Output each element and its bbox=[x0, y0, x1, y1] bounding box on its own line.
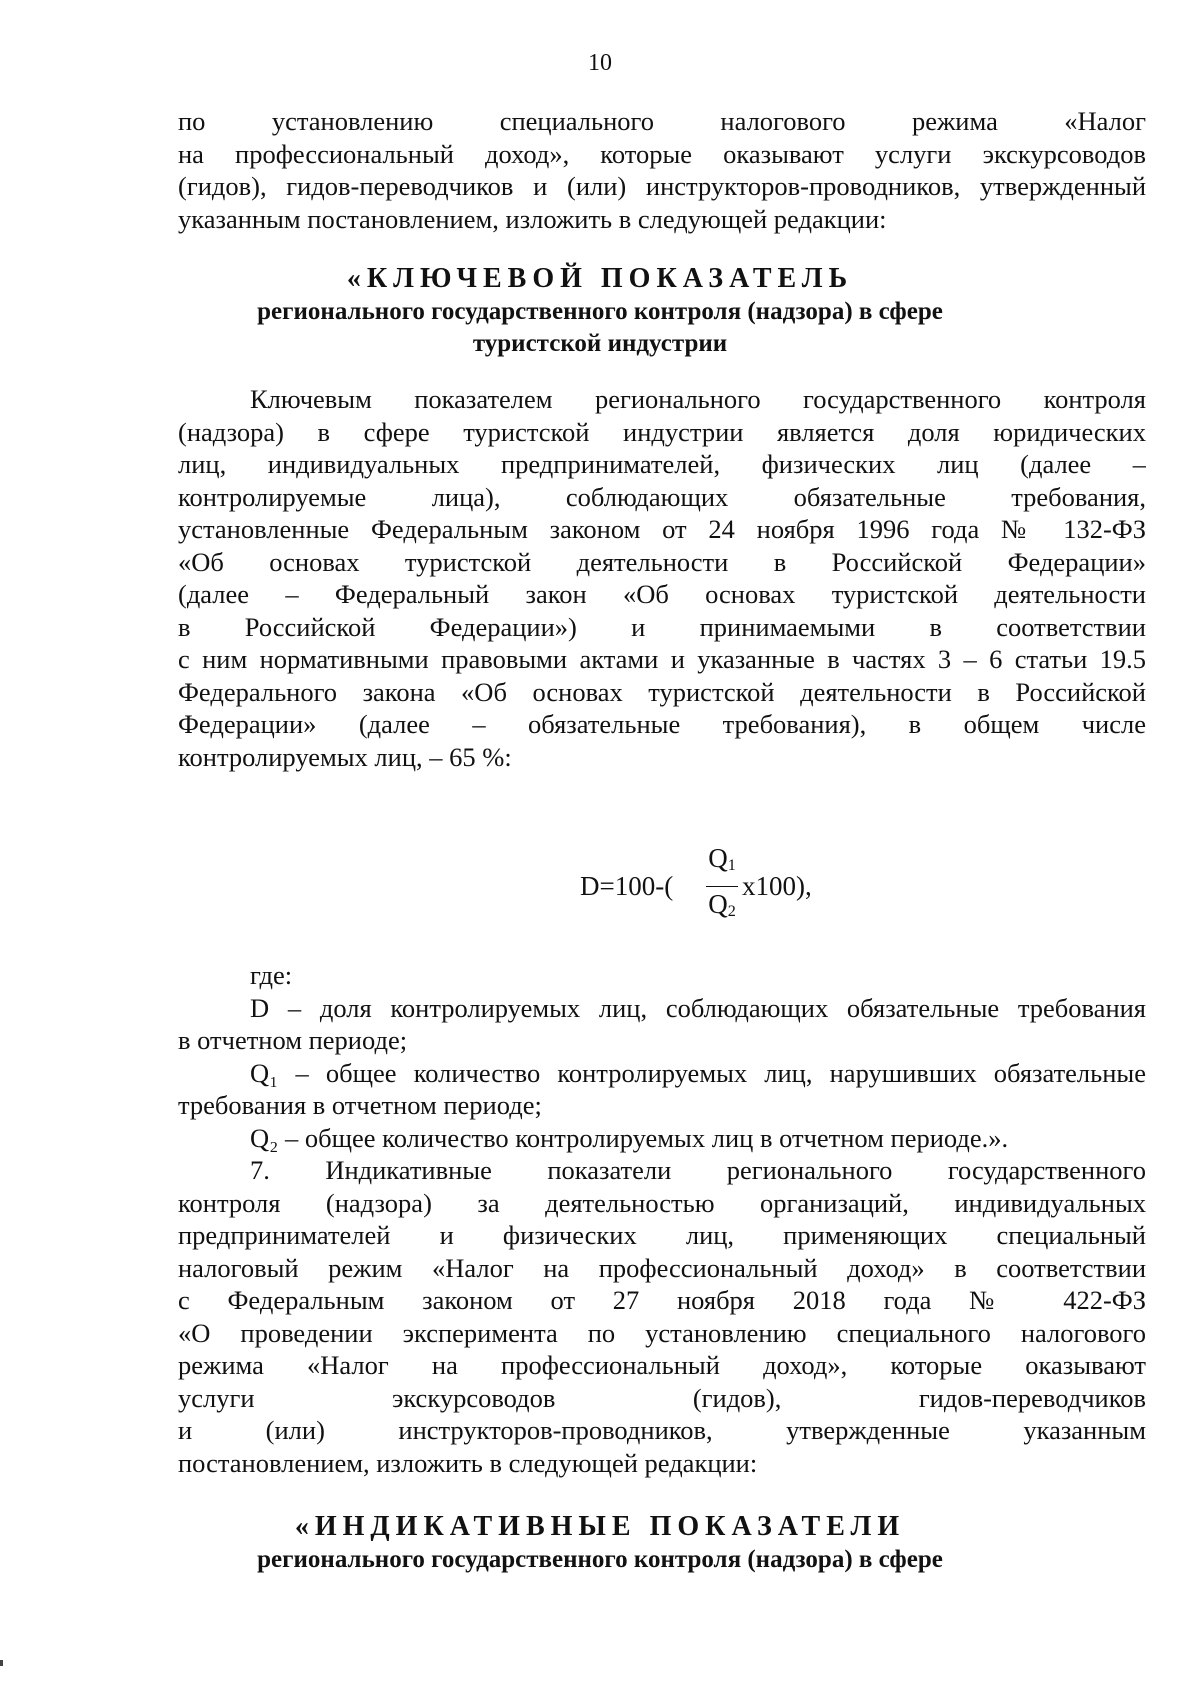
heading-subtitle: регионального государственного контроля (надзора) в сфере bbox=[257, 298, 943, 325]
text-line: лиц, индивидуальных предпринимателей, физических лиц (далее – bbox=[178, 449, 1146, 479]
heading-subtitle: регионального государственного контроля (надзора) в сфере bbox=[257, 1546, 943, 1573]
text-line: с ним нормативными правовыми актами и указанные в частях 3 – 6 статьи 19.5 bbox=[178, 644, 1146, 674]
formula-denominator: $Q_2$ bbox=[708, 889, 736, 920]
text-line: «Об основах туристской деятельности в Российской Федерации» bbox=[178, 546, 1146, 577]
text-line: Федерации» (далее – обязательные требования), в общем числе bbox=[178, 709, 1146, 739]
text-line: контроля (надзора) за деятельностью организаций, индивидуальных bbox=[178, 1187, 1146, 1218]
definition-line: в отчетном периоде; bbox=[178, 1025, 408, 1055]
text-line: установленные Федеральным законом от 24 ноября 1996 года № 132-ФЗ bbox=[178, 514, 1146, 544]
text-line: контролируемые лица), соблюдающих обязательные требования, bbox=[178, 481, 1146, 512]
text-line: с Федеральным законом от 27 ноября 2018 года № 422-ФЗ bbox=[178, 1285, 1146, 1315]
text-line: в Российской Федерации») и принимаемыми в соответствии bbox=[178, 611, 1146, 642]
section-heading-indicative-indicators bbox=[0, 1510, 1200, 1576]
text-line: «О проведении эксперимента по установлению специального налогового bbox=[178, 1317, 1146, 1348]
fraction-bar bbox=[706, 886, 738, 887]
text-line: предпринимателей и физических лиц, применяющих специальный bbox=[178, 1220, 1146, 1250]
formula-left: D=100-( bbox=[580, 871, 674, 901]
text-line: постановлением, изложить в следующей редакции: bbox=[178, 1447, 758, 1478]
text-line: и (или) инструкторов-проводников, утвержденные указанным bbox=[178, 1415, 1146, 1445]
text-line: режима «Налог на профессиональный доход», которые оказывают bbox=[178, 1350, 1146, 1380]
key-indicator-paragraph bbox=[178, 383, 1146, 773]
formula bbox=[580, 843, 860, 933]
text-line: налоговый режим «Налог на профессиональный доход» в соответствии bbox=[178, 1252, 1146, 1283]
formula-right: x100), bbox=[742, 871, 812, 901]
text-line: (далее – Федеральный закон «Об основах туристской деятельности bbox=[178, 579, 1146, 609]
formula-fraction bbox=[704, 843, 740, 933]
intro-paragraph bbox=[178, 105, 1146, 235]
page-number: 10 bbox=[588, 50, 612, 76]
text-line: (гидов), гидов-переводчиков и (или) инструкторов-проводников, утвержденный bbox=[178, 171, 1146, 201]
text-line: (надзора) в сфере туристской индустрии является доля юридических bbox=[178, 416, 1146, 447]
heading-subtitle: туристской индустрии bbox=[472, 330, 728, 357]
text-line: услуги экскурсоводов (гидов), гидов-переводчиков bbox=[178, 1382, 1146, 1413]
paragraph-7 bbox=[178, 1154, 1146, 1479]
text-line: Ключевым показателем регионального государственного контроля bbox=[250, 384, 1146, 414]
heading-title: «КЛЮЧЕВОЙ ПОКАЗАТЕЛЬ bbox=[346, 263, 854, 294]
heading-title: «ИНДИКАТИВНЫЕ ПОКАЗАТЕЛИ bbox=[294, 1511, 906, 1542]
text-line: указанным постановлением, изложить в следующей редакции: bbox=[178, 203, 887, 234]
definition-line: Q₁ – общее количество контролируемых лиц, нарушивших обязательные bbox=[250, 1057, 1146, 1088]
text-line: 7. Индикативные показатели регионального государственного bbox=[250, 1155, 1146, 1185]
definition-line: Q₂ – общее количество контролируемых лиц в отчетном периоде.». bbox=[250, 1122, 1009, 1153]
text-line: контролируемых лиц, – 65 %: bbox=[178, 741, 512, 772]
scan-artifact bbox=[0, 1660, 3, 1666]
definition-line: D – доля контролируемых лиц, соблюдающих обязательные требования bbox=[250, 992, 1146, 1023]
section-heading-key-indicator bbox=[0, 262, 1200, 360]
formula-numerator: $Q_1$ bbox=[708, 843, 736, 874]
text-line: Федерального закона «Об основах туристской деятельности в Российской bbox=[178, 676, 1146, 707]
definition-line: требования в отчетном периоде; bbox=[178, 1090, 542, 1120]
where-label: где: bbox=[250, 960, 293, 990]
text-line: по установлению специального налогового режима «Налог bbox=[178, 106, 1146, 136]
text-line: на профессиональный доход», которые оказывают услуги экскурсоводов bbox=[178, 138, 1146, 169]
definitions-block bbox=[178, 959, 1146, 1154]
